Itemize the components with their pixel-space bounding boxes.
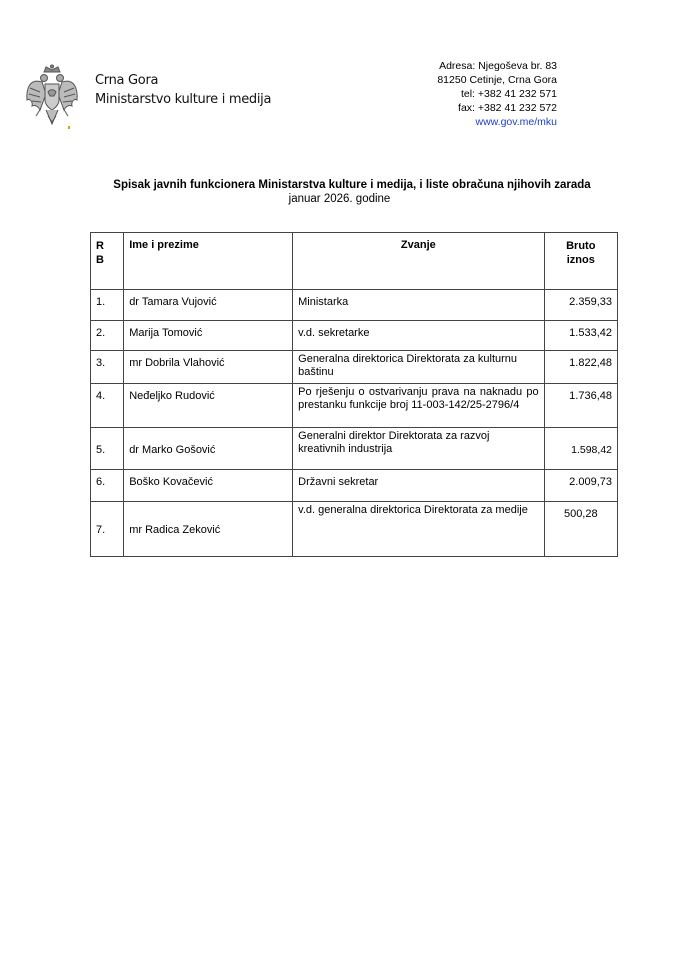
table-row — [91, 502, 618, 557]
table-row — [91, 428, 618, 470]
official-title: v.d. generalna direktorica Direktorata za medije — [293, 502, 544, 557]
table-row — [91, 290, 618, 321]
header-amount-line-2: iznos — [566, 254, 595, 266]
address-line-1: Adresa: Njegoševa br. 83 — [439, 60, 557, 72]
table-row — [91, 321, 618, 351]
header-amount — [544, 233, 617, 290]
officials-salary-table — [90, 232, 618, 557]
row-number: 7. — [91, 502, 124, 557]
official-name: dr Tamara Vujović — [124, 290, 293, 321]
row-number: 5. — [91, 428, 124, 470]
table-header-row — [91, 233, 618, 290]
document-title: Spisak javnih funkcionera Ministarstva kulture i medija, i liste obračuna njihovih zarada — [113, 179, 591, 191]
row-number: 3. — [91, 351, 124, 384]
row-number: 4. — [91, 384, 124, 428]
gross-amount: 1.822,48 — [544, 351, 617, 384]
official-name: mr Dobrila Vlahović — [124, 351, 293, 384]
official-title: Generalni direktor Direktorata za razvoj kreativnih industrija — [293, 428, 544, 470]
gross-amount: 2.009,73 — [544, 470, 617, 502]
gross-amount: 1.533,42 — [544, 321, 617, 351]
official-title: Državni sekretar — [293, 470, 544, 502]
official-title: v.d. sekretarke — [293, 321, 544, 351]
table-row — [91, 384, 618, 428]
official-name: Boško Kovačević — [124, 470, 293, 502]
official-name: Neđeljko Rudović — [124, 384, 293, 428]
header-amount-line-1: Bruto — [566, 240, 596, 252]
header-title: Zvanje — [293, 233, 544, 290]
gross-amount: 2.359,33 — [544, 290, 617, 321]
fax-number: fax: +382 41 232 572 — [458, 102, 557, 114]
official-name: dr Marko Gošović — [124, 428, 293, 470]
official-name: mr Radica Zeković — [124, 502, 293, 557]
website-link[interactable]: www.gov.me/mku — [475, 116, 557, 128]
gross-amount: 1.598,42 — [544, 428, 617, 470]
ministry-name: Ministarstvo kulture i medija — [95, 92, 272, 107]
official-title: Generalna direktorica Direktorata za kulturnu baštinu — [293, 351, 544, 384]
official-title: Ministarka — [293, 290, 544, 321]
address-line-2: 81250 Cetinje, Crna Gora — [437, 74, 557, 86]
gross-amount: 1.736,48 — [544, 384, 617, 428]
document-period: januar 2026. godine — [288, 193, 391, 205]
table-row — [91, 351, 618, 384]
table-row — [91, 470, 618, 502]
row-number: 2. — [91, 321, 124, 351]
row-number: 6. — [91, 470, 124, 502]
official-title: Po rješenju o ostvarivanju prava na naknadu po prestanku funkcije broj 11-003-142/25-2796/4 — [293, 384, 544, 428]
gross-amount: 500,28 — [544, 502, 617, 557]
official-name: Marija Tomović — [124, 321, 293, 351]
header-name: Ime i prezime — [124, 233, 293, 290]
header-rb — [91, 233, 124, 290]
country-name: Crna Gora — [95, 73, 159, 88]
organization-name — [95, 71, 271, 109]
document-heading — [0, 178, 679, 206]
header-rb-line-1: R — [96, 240, 104, 252]
row-number: 1. — [91, 290, 124, 321]
montenegro-coat-of-arms-icon — [24, 64, 80, 132]
header-rb-line-2: B — [96, 254, 104, 266]
phone-number: tel: +382 41 232 571 — [460, 88, 557, 100]
contact-block — [437, 59, 557, 129]
